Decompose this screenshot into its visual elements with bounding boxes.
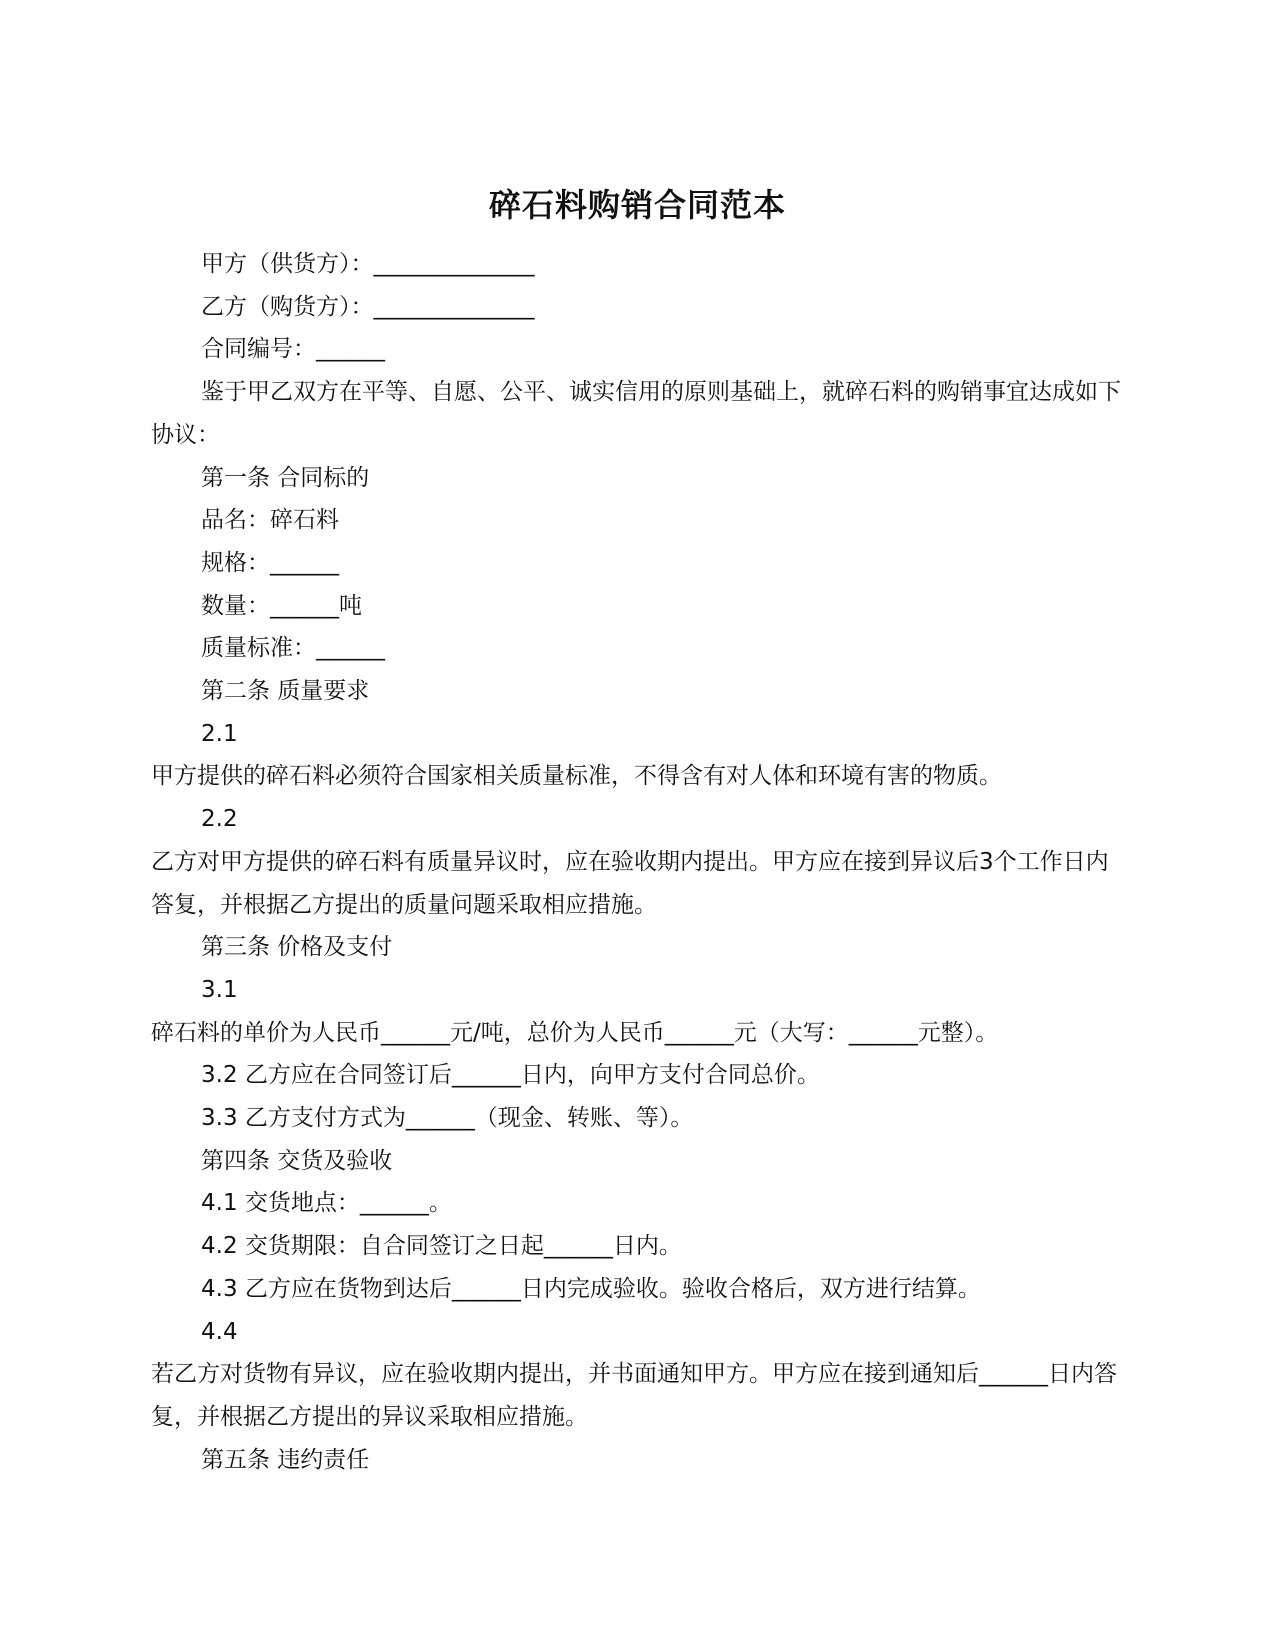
clause-4-1: 4.1 交货地点：______。 [201,1190,452,1217]
quantity-line: 数量：______吨 [201,592,362,619]
contract-number-line: 合同编号：______ [201,336,385,363]
article-3-heading: 第三条 价格及支付 [201,934,393,961]
clause-2-1-number: 2.1 [201,720,238,747]
preamble-paragraph: 鉴于甲乙双方在平等、自愿、公平、诚实信用的原则基础上，就碎石料的购销事宜达成如下协议： [151,379,1121,448]
quality-standard-line: 质量标准：______ [201,635,385,662]
clause-4-2: 4.2 交货期限：自合同签订之日起______日内。 [201,1233,682,1260]
document-title: 碎石料购销合同范本 [488,186,786,224]
clause-3-1-text: 碎石料的单价为人民币______元/吨，总价为人民币______元（大写：______元整）。 [151,1019,999,1046]
article-1-heading: 第一条 合同标的 [201,464,370,491]
document-body [151,243,1131,1481]
clause-4-3: 4.3 乙方应在货物到达后______日内完成验收。验收合格后，双方进行结算。 [201,1275,981,1302]
clause-2-1-text: 甲方提供的碎石料必须符合国家相关质量标准，不得含有对人体和环境有害的物质。 [151,763,1002,790]
specification-line: 规格：______ [201,549,339,576]
product-name-line: 品名：碎石料 [201,507,339,534]
clause-4-4-text: 若乙方对货物有异议，应在验收期内提出，并书面通知甲方。甲方应在接到通知后______日内答复，并根据乙方提出的异议采取相应措施。 [151,1361,1117,1430]
party-a-line: 甲方（供货方）：______________ [201,251,535,277]
article-5-heading: 第五条 违约责任 [201,1446,370,1473]
clause-2-2-number: 2.2 [201,806,238,833]
clause-3-3: 3.3 乙方支付方式为______（现金、转账、等）。 [201,1105,694,1132]
clause-3-2: 3.2 乙方应在合同签订后______日内，向甲方支付合同总价。 [201,1062,820,1089]
party-b-line: 乙方（购货方）：______________ [201,293,535,320]
clause-3-1-number: 3.1 [201,976,238,1003]
clause-2-2-text: 乙方对甲方提供的碎石料有质量异议时，应在验收期内提出。甲方应在接到异议后3个工作日内答复，并根据乙方提出的质量问题采取相应措施。 [151,848,1109,918]
clause-4-4-number: 4.4 [201,1318,238,1345]
article-4-heading: 第四条 交货及验收 [201,1147,393,1174]
article-2-heading: 第二条 质量要求 [201,678,370,705]
